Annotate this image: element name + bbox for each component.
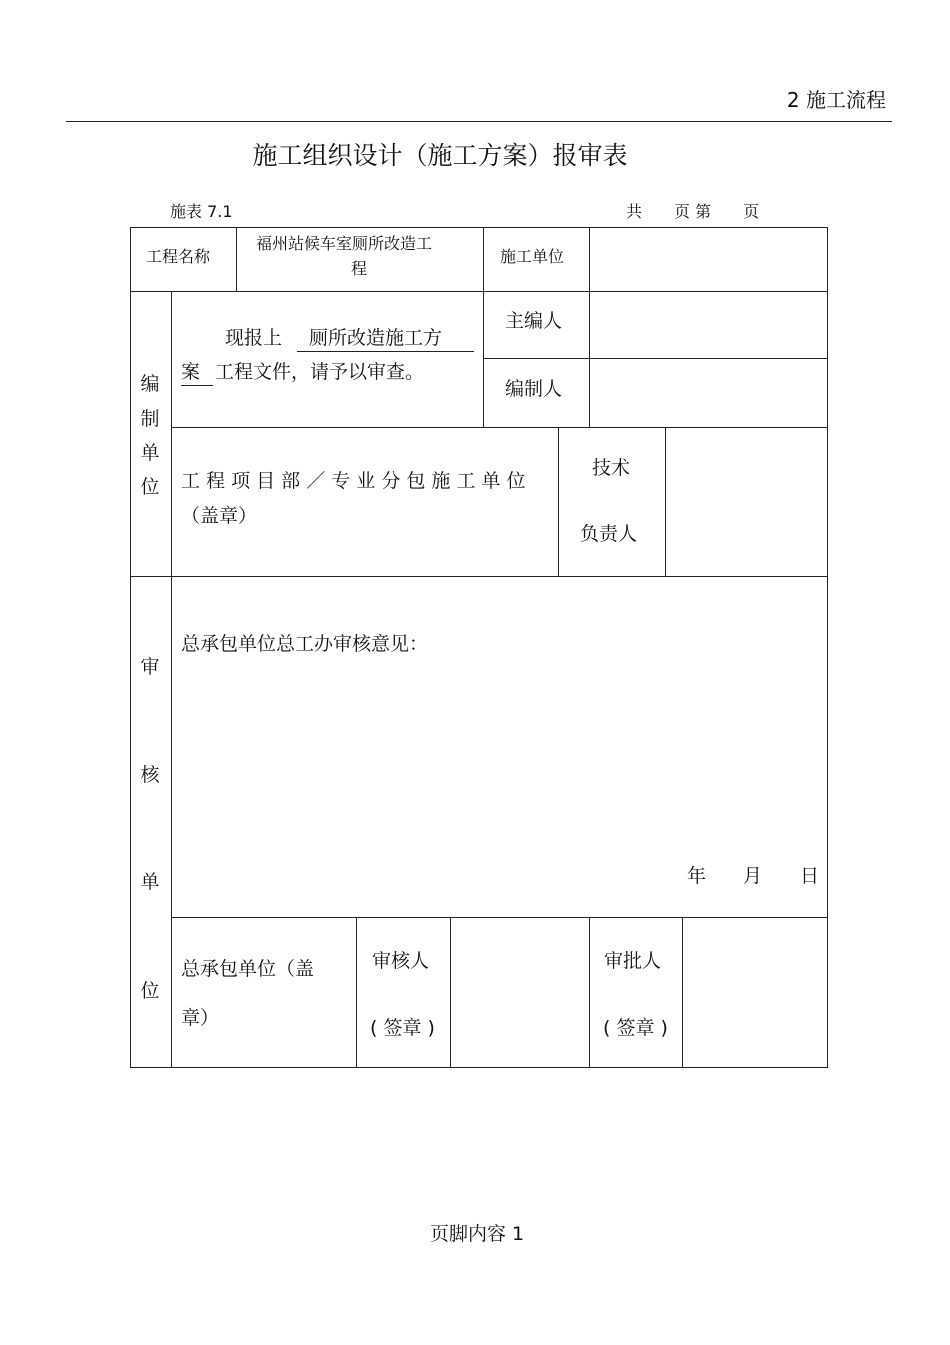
reviewer-sign-field[interactable] bbox=[455, 925, 583, 1060]
contractor-label: 施工单位 bbox=[500, 247, 565, 266]
gc-stamp-label-1: 总承包单位（盖 bbox=[181, 958, 315, 980]
review-side-label-4: 位 bbox=[140, 980, 160, 1002]
page-count: 共 页 第 页 bbox=[626, 202, 760, 221]
project-dept-text: 工 程 项 目 部 ／ 专 业 分 包 施 工 单 位 bbox=[181, 470, 526, 492]
review-opinion-area[interactable] bbox=[180, 665, 820, 855]
page-footer: 页脚内容 1 bbox=[430, 1223, 525, 1245]
gc-stamp-label-2: 章） bbox=[181, 1007, 220, 1029]
chief-editor-label: 主编人 bbox=[505, 310, 563, 332]
review-side-label-1: 审 bbox=[140, 656, 160, 678]
header-rule bbox=[66, 121, 892, 122]
review-side-label-2: 核 bbox=[140, 764, 160, 786]
project-name-label: 工程名称 bbox=[146, 247, 211, 266]
review-side-label-3: 单 bbox=[140, 871, 160, 893]
form-number: 施表 7.1 bbox=[170, 202, 233, 221]
dept-stamp-text: （盖章） bbox=[181, 505, 258, 527]
date-day: 日 bbox=[800, 865, 820, 887]
form-title: 施工组织设计（施工方案）报审表 bbox=[252, 141, 628, 170]
date-year: 年 bbox=[687, 865, 707, 887]
project-name-value-2: 程 bbox=[351, 259, 368, 278]
approver-label: 审批人 bbox=[604, 950, 662, 972]
compile-side-label-3: 单 bbox=[140, 442, 160, 464]
compile-side-label-2: 制 bbox=[140, 408, 160, 430]
review-opinion-label: 总承包单位总工办审核意见： bbox=[181, 633, 429, 655]
tech-lead-label-1: 技术 bbox=[592, 457, 631, 479]
project-name-value-1: 福州站候车室厕所改造工 bbox=[256, 234, 433, 253]
approver-sign-field[interactable] bbox=[688, 925, 820, 1060]
compile-side-label-4: 位 bbox=[140, 476, 160, 498]
tech-lead-label-2: 负责人 bbox=[580, 523, 638, 545]
submit-fill-2: 案 bbox=[181, 363, 213, 386]
chapter-header: 2 施工流程 bbox=[786, 88, 886, 112]
reviewer-sign: ( 签章 ) bbox=[370, 1017, 435, 1039]
submit-suffix: 工程文件，请予以审查。 bbox=[215, 361, 425, 383]
submit-fill-1: 厕所改造施工方 bbox=[297, 329, 474, 352]
approver-sign: ( 签章 ) bbox=[603, 1017, 668, 1039]
editor-label: 编制人 bbox=[505, 378, 563, 400]
compile-side-label-1: 编 bbox=[140, 373, 160, 395]
submit-prefix: 现报上 bbox=[225, 327, 283, 349]
reviewer-label: 审核人 bbox=[372, 950, 430, 972]
date-month: 月 bbox=[743, 865, 763, 887]
